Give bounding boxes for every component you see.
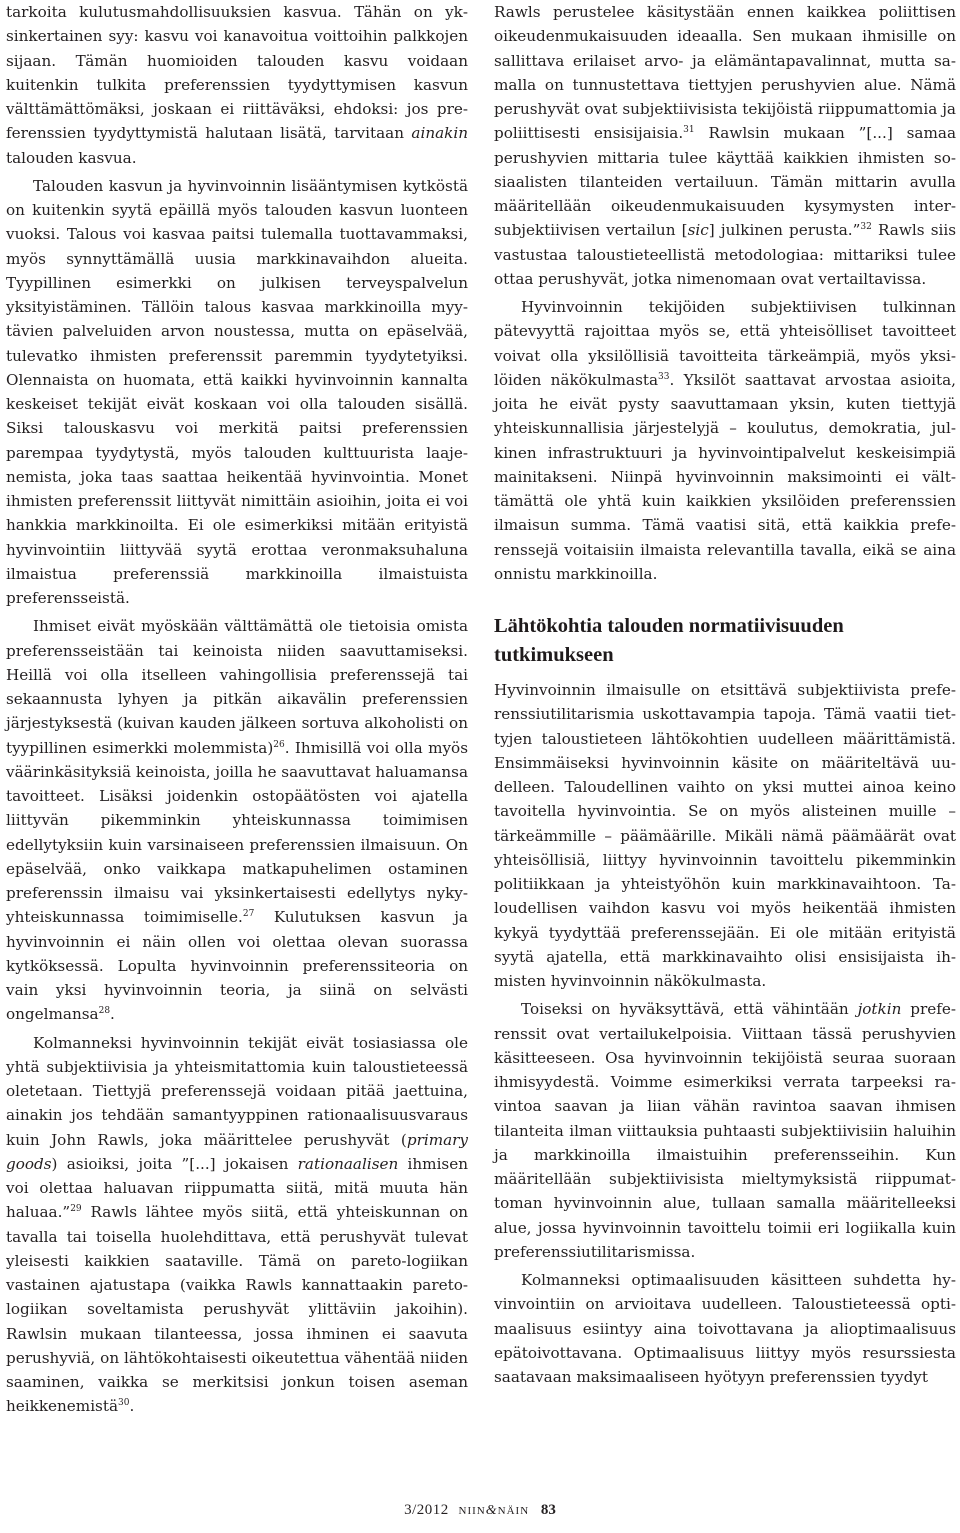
text-run: Kolmanneksi optimaalisuuden käsitteen suhdetta hyvinvointiin on arvioitava uudelleen. Taloustieteessä optimaalisuus esiintyy aina toivottavana ja alioptimaalisuus epätoivottavana. Optimaalisuus liittyy myös resurssiesta saatavaan maksimaaliseen hyötyyn preferenssien tyydyt [494, 1271, 956, 1386]
text-run: Rawlsin mukaan ”[...] samaa perushyvien mittaria tulee käyttää kaikkien ihmisten sosiaalisten tilanteiden vertailuun. Tämän mittarin avulla määritellään oikeudenmukaisuuden kysymysten intersubjektiivisen vertailun [ [494, 124, 956, 240]
body-paragraph [494, 295, 956, 586]
footnote-reference: 27 [242, 909, 255, 920]
page-footer [0, 1502, 960, 1519]
text-run: ihmisen voi olettaa haluavan riippumatta siitä, mitä muuta hän haluaa.” [6, 1154, 468, 1222]
footnote-reference: 26 [273, 739, 285, 750]
section-heading: Lähtökohtia talouden normatiivisuuden tutkimukseen [494, 615, 844, 666]
footnote-reference: 31 [683, 125, 695, 136]
text-run: Hyvinvoinnin tekijöiden subjektiivisen tulkinnan pätevyyttä rajoittaa myös se, että yhteisölliset tavoitteet voivat olla yksilöllisiä tavoitteita tärkeämpiä, myös yksilöiden näkökulmasta [494, 298, 956, 389]
text-run: Toiseksi on hyväksyttävä, että vähintään [521, 1000, 858, 1019]
body-paragraph [6, 614, 468, 1026]
text-run: . [129, 1397, 135, 1416]
magazine-ampersand: & [485, 1503, 498, 1518]
italic-text: primary goods [6, 1130, 468, 1173]
text-run: ) asioiksi, joita ”[...] jokaisen [51, 1154, 298, 1173]
magazine-name-part2: näin [497, 1502, 530, 1518]
text-run: Hyvinvoinnin ilmaisulle on etsittävä subjektiivista preferenssiutilitarismia uskottavampia tapoja. Tämä vaatii tiettyjen taloustieteen lähtökohtien uudelleen määrittämistä. Ensimmäiseksi hyvinvoinnin käsite on määriteltävä uudelleen. Taloudellinen vaihto on yksi muttei ainoa keino tavoitella hyvinvointia. Se on myös alisteinen muille – tärkeämmille – päämäärille. Mikäli nämä päämäärät ovat yhteisöllisiä, liittyy hyvinvoinnin tavoittelu pikemminkin politiikkaan ja yhteistyöhön kuin markkinavaihtoon. Taloudellisen vaihdon kasvu voi myös heikentää ihmisten kykyä tyydyttää preferenssejään. Ei ole mitään erityistä syytä ajatella, että markkinavaihto olisi ensisijaista ihmisten hyvinvoinnin näkökulmasta. [494, 681, 956, 990]
footnote-reference: 33 [658, 371, 670, 382]
magazine-name [459, 1502, 530, 1518]
text-run: preferenssit ovat vertailukelpoisia. Viittaan tässä perushyvien käsitteeseen. Osa hyvinvoinnin tekijöistä seuraa suoraan ihmisyydestä. Voimme esimerkiksi verrata tarpeeksi ravintoa saavan ja liian vähän ravintoa saavan ihmisen tilanteita ilman viittauksia puhtaasti subjektiivisiin haluihin ja markkinoilla ilmaistuihin preferensseihin. Kun määritellään subjektiivisista mieltymyksistä riippumattoman hyvinvoinnin alue, tullaan samalla määritelleeksi alue, jossa hyvinvoinnin tavoittelu toimii eri logiikalla kuin preferenssiutilitarismissa. [494, 1000, 956, 1261]
body-paragraph [494, 1268, 956, 1389]
footnote-reference: 30 [118, 1398, 130, 1409]
italic-text: ainakin [411, 124, 468, 143]
footnote-reference: 32 [860, 222, 872, 233]
italic-text: sic [687, 221, 709, 240]
text-run: Rawls perustelee käsitystään ennen kaikkea poliittisen oikeudenmukaisuuden ideaalla. Sen mukaan ihmisille on sallittava erilaiset arvo- ja elämäntapavalinnat, mutta samalla on tunnustettava tiettyjen perushyvien alue. Nämä perushyvät ovat subjektiivisista tekijöistä riippumattomia ja poliittisesti ensisijaisia. [494, 3, 956, 143]
text-run: ] julkinen perusta.” [708, 221, 861, 240]
italic-text: rationaalisen [297, 1154, 399, 1173]
body-paragraph [6, 0, 468, 170]
text-run: Rawls lähtee myös siitä, että yhteiskunnan on tavalla tai toisella huolehdittava, että perushyvät tulevat yleisesti kaikkien saataville. Tämä on pareto-logiikan vastainen ajatustapa (vaikka Rawls kannattaakin pareto-logiikan soveltamista perushyvät ylittäviin jakoihin). Rawlsin mukaan tilanteessa, jossa ihminen ei saavuta perushyviä, on lähtökohtaisesti oikeutettua vähentää niiden saaminen, vaikka se merkitsisi jonkun toisen aseman heikkenemistä [6, 1203, 468, 1416]
issue-number: 3/2012 [404, 1502, 449, 1518]
left-column [6, 0, 468, 1419]
text-run: . [110, 1005, 115, 1024]
body-paragraph [494, 0, 956, 291]
text-run: talouden kasvua. [6, 148, 137, 167]
text-run: Ihmiset eivät myöskään välttämättä ole tietoisia omista preferensseistään tai keinoista niiden saavuttamiseksi. Heillä voi olla itselleen vahingollisia preferenssejä tai sekaannusta lyhyen ja pitkän aikavälin preferenssien järjestyksestä (kuivan kauden jälkeen sortuva alkoholisti on tyypillinen esimerkki molemmista) [6, 617, 468, 757]
body-paragraph [6, 1031, 468, 1419]
body-paragraph [6, 174, 468, 611]
italic-text: jotkin [857, 1000, 902, 1019]
magazine-name-part1: niin [458, 1502, 486, 1518]
footnote-reference: 29 [70, 1204, 82, 1215]
text-run: Talouden kasvun ja hyvinvoinnin lisääntymisen kytköstä on kuitenkin syytä epäillä myös talouden kasvun luonteen vuoksi. Talous voi kasvaa paitsi tulemalla tuottavammaksi, myös synnyttämällä uusia markkinavaihdon alueita. Tyypillinen esimerkki on julkisen terveyspalvelun yksityistäminen. Tällöin talous kasvaa markkinoilla myytävien palveluiden arvon noustessa, mutta on epäselvää, tulevatko ihmisten preferenssit paremmin tyydytetyiksi. Olennaista on huomata, että kaikki hyvinvoinnin kannalta keskeiset tekijät eivät koskaan voi olla talouden sisällä. Siksi talouskasvu voi merkitä paitsi preferenssien parempaa tyydytystä, myös talouden kulttuurista laajenemista, joka taas saattaa heikentää hyvinvointia. Monet ihmisten preferenssit liittyvät nimittäin asioihin, joita ei voi hankkia markkinoilta. Ei ole esimerkiksi mitään erityistä hyvinvointiin liittyvää syytä erottaa veronmaksuhaluna ilmaistua preferenssiä markkinoilla ilmaistuista preferensseistä. [6, 176, 468, 607]
text-run: Kulutuksen kasvun ja hyvinvoinnin ei näin ollen voi olettaa olevan suorassa kytköksessä. Lopulta hyvinvoinnin preferenssiteoria on vain yksi hyvinvoinnin teoria, ja siinä on selvästi ongelmansa [6, 908, 468, 1024]
page-number: 83 [540, 1502, 556, 1518]
body-paragraph [494, 997, 956, 1264]
right-column [494, 0, 956, 1389]
text-run: . Ihmisillä voi olla myös väärinkäsityksiä keinoista, joilla he saavuttavat haluamansa tavoitteet. Lisäksi joidenkin ostopäätösten voi ajatella liittyvän pikemminkin yhteiskunnassa toimimisen edellytyksiin kuin varsinaiseen preferenssien ilmaisuun. On epäselvää, onko vaikkapa matkapuhelimen ostaminen preferenssin ilmaisu vai yksinkertaisesti edellytys nyky-yhteiskunnassa toimimiselle. [6, 738, 468, 927]
text-run: tarkoita kulutusmahdollisuuksien kasvua. Tähän on yksinkertainen syy: kasvu voi kanavoitua voittoihin palkkojen sijaan. Tämän huomioiden talouden kasvu voidaan kuitenkin tulkita preferenssien tyydyttymisen kasvun välttämättömäksi, joskaan ei riittäväksi, ehdoksi: jos preferenssien tyydyttymistä halutaan lisätä, tarvitaan [6, 3, 468, 143]
body-paragraph [494, 678, 956, 993]
text-run: Rawls siis vastustaa taloustieteellistä metodologiaa: mittariksi tulee ottaa perushyvät, jotka nimenomaan ovat vertailtavissa. [494, 221, 956, 288]
footnote-reference: 28 [98, 1006, 111, 1017]
text-run: Kolmanneksi hyvinvoinnin tekijät eivät tosiasiassa ole yhtä subjektiivisia ja yhteismitattomia kuin taloustieteessä oletetaan. Tiettyjä preferenssejä voidaan pitää jaettuina, ainakin jos tehdään samantyyppinen rationaalisuusvaraus kuin John Rawls, joka määrittelee perushyvät ( [6, 1033, 468, 1149]
text-run: . Yksilöt saattavat arvostaa asioita, joita he eivät pysty saavuttamaan yksin, kuten tiettyjä yhteiskunnallisia järjestelyjä – koulutus, demokratia, julkinen infrastruktuuri ja hyvinvointipalvelut keskeisimpiä mainitakseni. Niinpä hyvinvoinnin maksimointi ei välttämättä ole yhtä kuin kaikkien yksilöiden preferenssien ilmaisun summa. Tämä vaatisi sitä, että kaikkia preferenssejä voitaisiin ilmaista relevantilla tavalla, eikä se aina onnistu markkinoilla. [494, 370, 956, 583]
